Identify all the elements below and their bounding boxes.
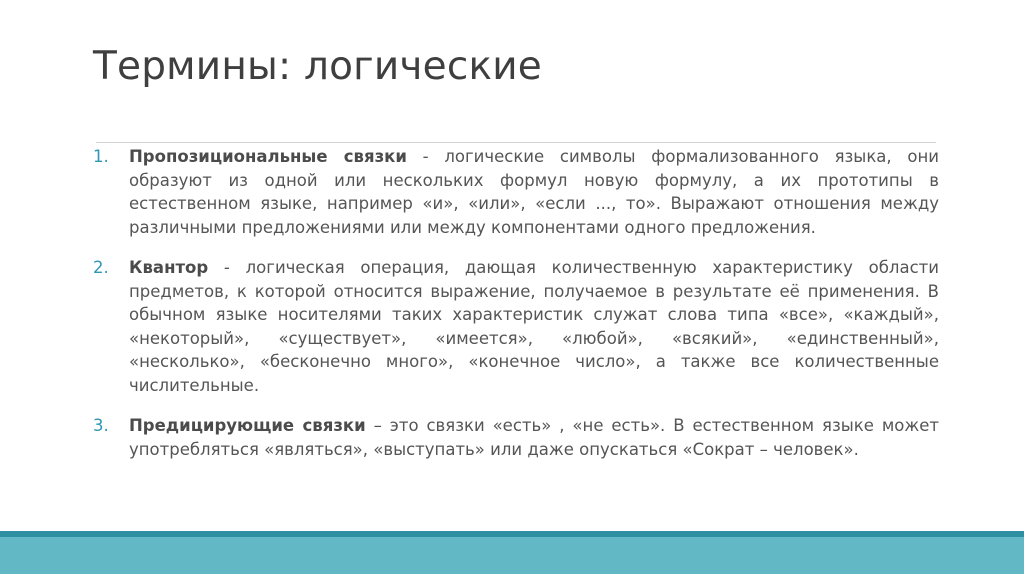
footer-band (0, 537, 1024, 574)
list-item-text (129, 145, 939, 239)
list-item (93, 145, 939, 239)
list-item-definition: – это связки «есть» , «не есть». В естественном языке может употребляться «являться», «выступать» или даже опускаться «Сократ – человек». (129, 416, 939, 459)
list-item-definition: - логическая операция, дающая количественную характеристику области предметов, к которой относится выражение, получаемое в результате её применения. В обычном языке носителями таких характеристик служат слова типа «все», «каждый», «некоторый», «существует», «имеется», «любой», «всякий», «единственный», «несколько», «бесконечно много», «конечное число», а также все количественные числительные. (129, 258, 939, 395)
numbered-list (93, 145, 939, 478)
list-item-definition: - логические символы формализованного языка, они образуют из одной или нескольких формул новую формулу, а их прототипы в естественном языке, например «и», «или», «если ..., то». Выражают отношения между различными предложениями или между компонентами одного предложения. (129, 147, 939, 237)
list-item-term: Предицирующие связки (129, 416, 366, 435)
list-item (93, 256, 939, 397)
list-item-text (129, 256, 939, 397)
slide-title: Термины: логические (93, 44, 542, 89)
list-item-number: 2. (93, 258, 109, 277)
list-item-number: 1. (93, 147, 109, 166)
list-item-text (129, 414, 939, 461)
list-item (93, 414, 939, 461)
list-item-number: 3. (93, 416, 109, 435)
title-divider (96, 142, 936, 143)
list-item-term: Квантор (129, 258, 209, 277)
list-item-term: Пропозициональные связки (129, 147, 407, 166)
